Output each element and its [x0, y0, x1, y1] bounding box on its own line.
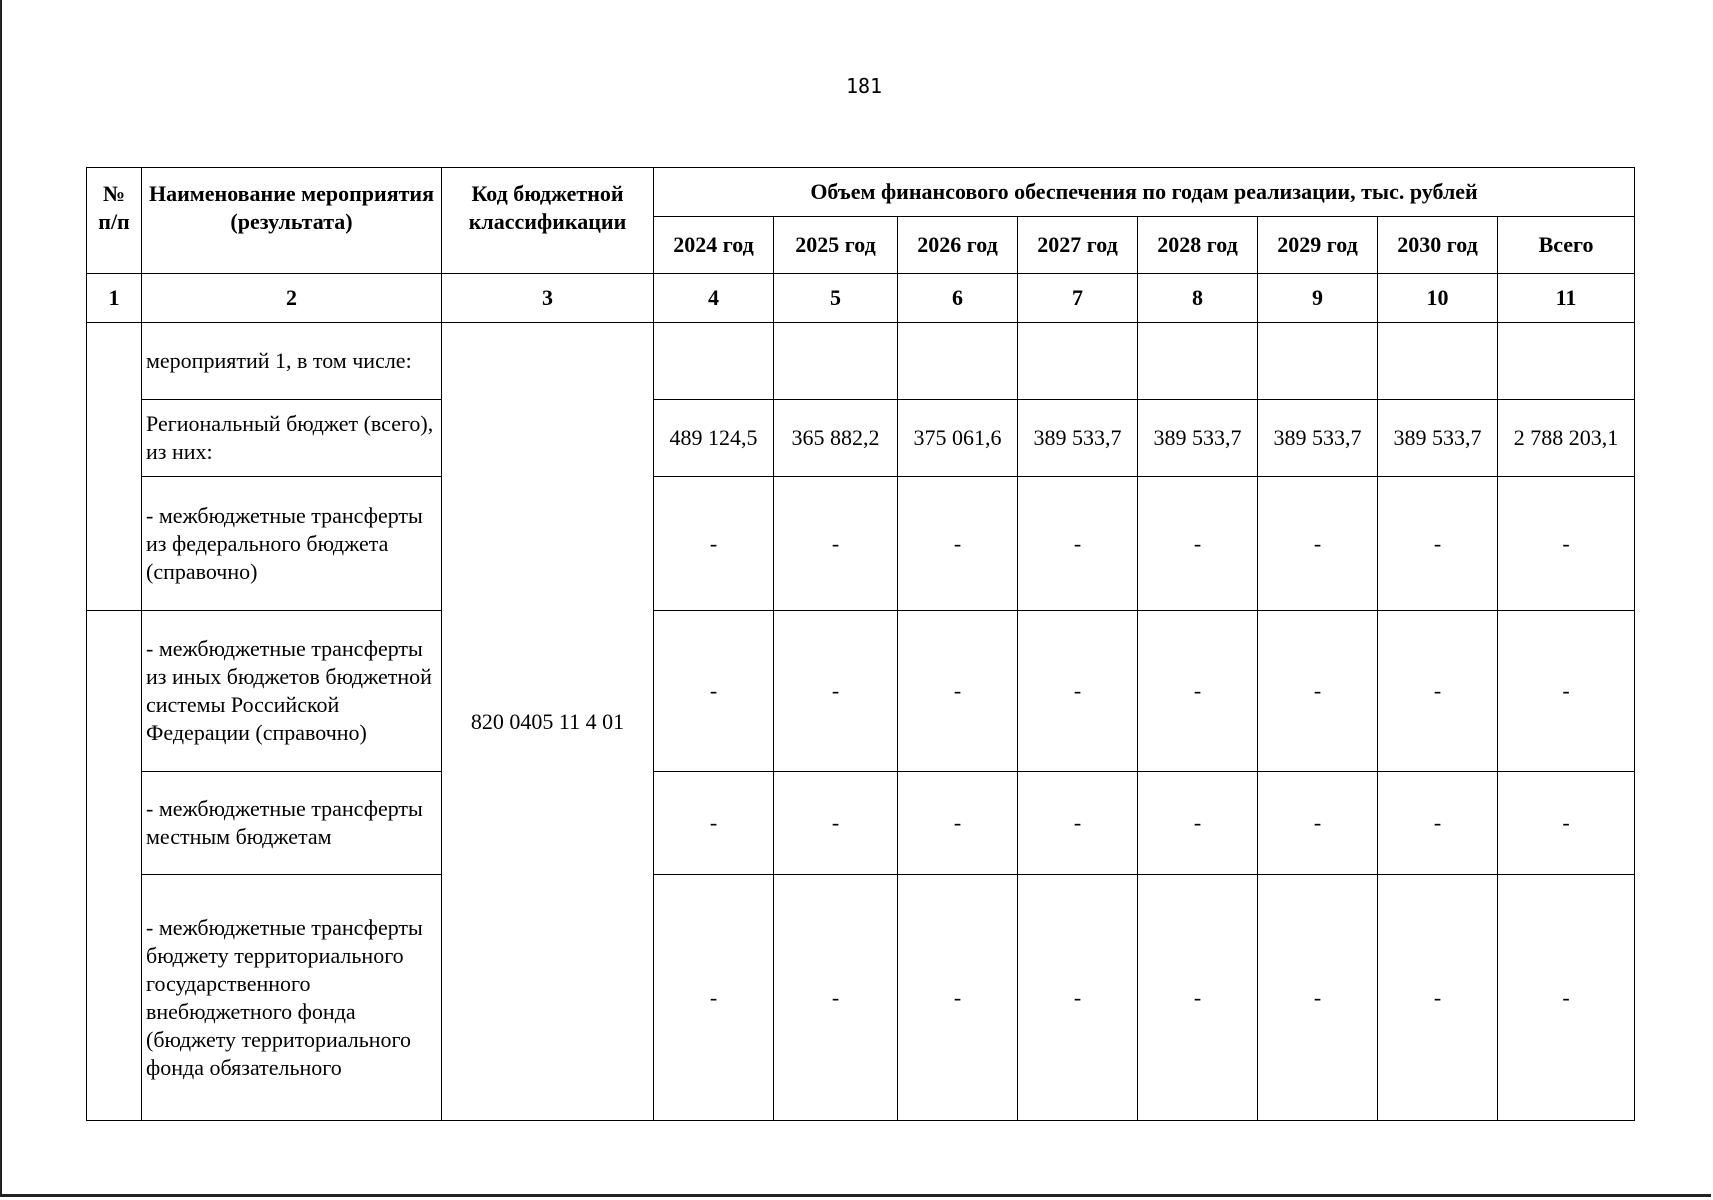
- value-cell: -: [1258, 611, 1378, 772]
- row-name: - межбюджетные трансферты бюджету территориального государственного внебюджетного фонда (бюджету территориального фонда обязательного: [142, 875, 442, 1121]
- column-number: 5: [774, 274, 898, 323]
- value-cell: -: [898, 772, 1018, 875]
- column-number: 2: [142, 274, 442, 323]
- table-row: [87, 875, 1635, 1121]
- value-cell: -: [1018, 875, 1138, 1121]
- value-cell: -: [898, 477, 1018, 611]
- column-number: 10: [1378, 274, 1498, 323]
- value-cell: -: [1138, 477, 1258, 611]
- value-cell: -: [1498, 875, 1635, 1121]
- table-row: [87, 772, 1635, 875]
- header-year: 2024 год: [654, 217, 774, 274]
- value-cell: -: [898, 611, 1018, 772]
- value-cell: -: [1138, 772, 1258, 875]
- value-cell: [654, 323, 774, 400]
- value-cell: 389 533,7: [1018, 400, 1138, 477]
- row-name: - межбюджетные трансферты из иных бюджетов бюджетной системы Российской Федерации (справочно): [142, 611, 442, 772]
- column-number: 8: [1138, 274, 1258, 323]
- column-number: 1: [87, 274, 142, 323]
- value-cell: [1018, 323, 1138, 400]
- value-cell: -: [1018, 477, 1138, 611]
- budget-code: 820 0405 11 4 01: [442, 323, 654, 1121]
- value-cell: [1258, 323, 1378, 400]
- value-cell: -: [654, 772, 774, 875]
- value-cell: [774, 323, 898, 400]
- value-cell: -: [1138, 611, 1258, 772]
- header-name: Наименование мероприятия (результата): [142, 168, 442, 274]
- column-number: 7: [1018, 274, 1138, 323]
- row-number-cell: [87, 323, 142, 611]
- value-cell: -: [774, 611, 898, 772]
- value-cell: -: [654, 875, 774, 1121]
- value-cell: 489 124,5: [654, 400, 774, 477]
- column-number: 3: [442, 274, 654, 323]
- column-number: 9: [1258, 274, 1378, 323]
- row-name: - межбюджетные трансферты из федерального бюджета (справочно): [142, 477, 442, 611]
- value-cell: [1498, 323, 1635, 400]
- value-cell: [1378, 323, 1498, 400]
- row-name: мероприятий 1, в том числе:: [142, 323, 442, 400]
- value-cell: -: [774, 772, 898, 875]
- value-cell: -: [898, 875, 1018, 1121]
- header-year: 2026 год: [898, 217, 1018, 274]
- value-cell: 365 882,2: [774, 400, 898, 477]
- header-no: № п/п: [87, 168, 142, 274]
- header-year: 2025 год: [774, 217, 898, 274]
- row-name: - межбюджетные трансферты местным бюджетам: [142, 772, 442, 875]
- header-year: 2028 год: [1138, 217, 1258, 274]
- value-cell: -: [1498, 772, 1635, 875]
- value-cell: -: [1258, 875, 1378, 1121]
- column-number: 11: [1498, 274, 1635, 323]
- value-cell: 375 061,6: [898, 400, 1018, 477]
- value-cell: -: [654, 611, 774, 772]
- value-cell: -: [1378, 611, 1498, 772]
- value-cell: 389 533,7: [1138, 400, 1258, 477]
- value-cell: -: [774, 875, 898, 1121]
- table-row: [87, 400, 1635, 477]
- value-cell: 2 788 203,1: [1498, 400, 1635, 477]
- value-cell: [898, 323, 1018, 400]
- header-row-numbering: [87, 274, 1635, 323]
- header-volume: Объем финансового обеспечения по годам реализации, тыс. рублей: [654, 168, 1635, 217]
- header-year: 2030 год: [1378, 217, 1498, 274]
- row-number-cell: [87, 611, 142, 1121]
- value-cell: -: [1018, 772, 1138, 875]
- value-cell: -: [1378, 477, 1498, 611]
- column-number: 6: [898, 274, 1018, 323]
- value-cell: -: [1258, 477, 1378, 611]
- header-year: 2029 год: [1258, 217, 1378, 274]
- column-number: 4: [654, 274, 774, 323]
- table-row: [87, 611, 1635, 772]
- value-cell: -: [1018, 611, 1138, 772]
- value-cell: -: [1258, 772, 1378, 875]
- page-number: 181: [845, 74, 883, 98]
- table-row: [87, 477, 1635, 611]
- header-code: Код бюджетной классификации: [442, 168, 654, 274]
- value-cell: 389 533,7: [1258, 400, 1378, 477]
- table-row: [87, 323, 1635, 400]
- value-cell: [1138, 323, 1258, 400]
- header-year: 2027 год: [1018, 217, 1138, 274]
- value-cell: -: [774, 477, 898, 611]
- value-cell: -: [1378, 875, 1498, 1121]
- budget-table: [86, 167, 1635, 1121]
- value-cell: -: [1378, 772, 1498, 875]
- header-row-main: [87, 168, 1635, 217]
- value-cell: -: [1498, 611, 1635, 772]
- value-cell: -: [654, 477, 774, 611]
- value-cell: -: [1498, 477, 1635, 611]
- row-name: Региональный бюджет (всего), из них:: [142, 400, 442, 477]
- header-total: Всего: [1498, 217, 1635, 274]
- value-cell: -: [1138, 875, 1258, 1121]
- value-cell: 389 533,7: [1378, 400, 1498, 477]
